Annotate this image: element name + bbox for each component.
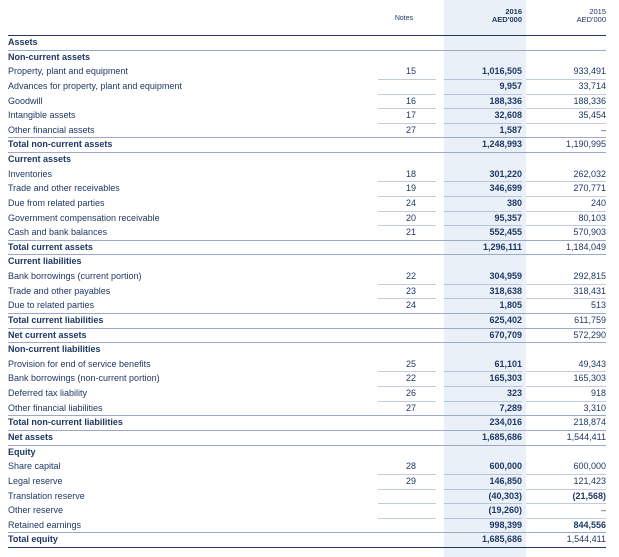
row-divider <box>8 342 606 343</box>
statement-row <box>8 342 606 357</box>
row-label: Property, plant and equipment <box>8 66 128 77</box>
statement-row <box>8 371 606 386</box>
row-label: Translation reserve <box>8 490 85 501</box>
row-value-2016: 552,455 <box>489 227 522 238</box>
row-label: Total equity <box>8 534 58 545</box>
statement-row <box>8 298 606 313</box>
statement-row <box>8 79 606 94</box>
row-value-2016: 998,399 <box>489 519 522 530</box>
row-label: Total non-current assets <box>8 139 113 150</box>
row-value-2015: 1,544,411 <box>566 534 606 545</box>
row-value-2016: 670,709 <box>489 329 522 340</box>
row-value-2016: 600,000 <box>489 461 522 472</box>
row-value-2016: 1,685,686 <box>481 432 522 442</box>
row-value-2016: 318,638 <box>489 285 522 296</box>
row-label: Current liabilities <box>8 256 82 267</box>
row-divider <box>8 328 606 329</box>
statement-row <box>8 503 606 518</box>
row-label: Total non-current liabilities <box>8 417 123 428</box>
year-2016-header: 2016 <box>505 7 522 16</box>
row-divider <box>8 430 606 431</box>
row-note: 22 <box>405 373 416 384</box>
row-value-2016: 1,587 <box>499 124 522 135</box>
statement-row <box>8 167 606 182</box>
row-label: Intangible assets <box>8 110 76 121</box>
row-divider <box>8 445 606 446</box>
row-value-2015: 188,336 <box>573 95 606 106</box>
row-value-2015: 240 <box>590 197 606 208</box>
row-value-2015: – <box>600 124 606 135</box>
row-value-2016: 1,016,505 <box>481 66 522 77</box>
notes-header: Notes <box>394 15 414 22</box>
row-label: Net current assets <box>8 329 87 340</box>
row-label: Equity <box>8 446 36 457</box>
row-value-2016: 380 <box>506 197 522 208</box>
year-2015-header: 2015 <box>589 7 606 16</box>
row-value-2015: 513 <box>590 300 606 311</box>
row-divider <box>8 415 606 416</box>
statement-row <box>8 137 606 152</box>
statement-row <box>8 518 606 533</box>
row-value-2016: 188,336 <box>489 95 522 106</box>
row-label: Non-current liabilities <box>8 344 101 355</box>
row-divider <box>8 240 606 241</box>
statement-row <box>8 181 606 196</box>
row-value-2015: 1,190,995 <box>565 139 606 150</box>
statement-row <box>8 284 606 299</box>
row-value-2015: – <box>600 505 606 516</box>
row-label: Assets <box>8 37 38 47</box>
row-label: Total current assets <box>8 241 93 252</box>
row-label: Trade and other payables <box>8 285 111 296</box>
row-value-2016: 146,850 <box>489 475 522 486</box>
row-value-2015: 270,771 <box>573 183 606 194</box>
row-value-2016: 95,357 <box>494 212 522 223</box>
row-value-2015: 1,544,411 <box>566 432 606 442</box>
row-label: Total current liabilities <box>8 314 104 325</box>
statement-row <box>8 357 606 372</box>
row-divider <box>8 152 606 153</box>
row-note: 29 <box>405 475 416 486</box>
row-label: Bank borrowings (current portion) <box>8 271 142 282</box>
row-value-2015: 218,874 <box>573 417 606 428</box>
statement-row <box>8 254 606 269</box>
statement-row <box>8 108 606 123</box>
currency-2016-header: AED'000 <box>491 15 522 24</box>
row-value-2016: 61,101 <box>494 358 522 369</box>
row-value-2016: 301,220 <box>489 168 522 179</box>
statement-row <box>8 152 606 167</box>
row-label: Other reserve <box>8 505 64 516</box>
row-value-2015: 262,032 <box>573 168 606 179</box>
row-note: 28 <box>405 461 416 472</box>
row-value-2015: 918 <box>590 388 606 399</box>
row-note: 27 <box>405 124 416 135</box>
row-divider <box>8 313 606 314</box>
row-label: Provision for end of service benefits <box>8 358 151 369</box>
statement-row <box>8 489 606 504</box>
row-label: Retained earnings <box>8 519 82 530</box>
row-divider <box>8 254 606 255</box>
statement-row <box>8 123 606 138</box>
row-label: Current assets <box>8 154 72 165</box>
row-value-2015: (21,568) <box>572 490 606 501</box>
statement-row <box>8 211 606 226</box>
statement-row <box>8 269 606 284</box>
row-label: Cash and bank balances <box>8 227 108 238</box>
row-label: Bank borrowings (non-current portion) <box>8 373 160 384</box>
row-value-2015: 600,000 <box>573 461 606 472</box>
statement-row <box>8 401 606 416</box>
row-value-2015: 3,310 <box>583 402 606 413</box>
row-label: Net assets <box>8 432 54 442</box>
row-value-2015: 165,303 <box>573 373 606 384</box>
row-label: Share capital <box>8 461 61 472</box>
row-value-2015: 570,903 <box>573 227 606 238</box>
row-value-2016: 323 <box>506 388 522 399</box>
row-value-2016: (40,303) <box>488 490 522 501</box>
statement-row <box>8 94 606 109</box>
row-label: Due to related parties <box>8 300 95 311</box>
row-label: Goodwill <box>8 95 43 106</box>
statement-row <box>8 313 606 328</box>
row-value-2016: 304,959 <box>489 271 522 282</box>
row-note: 26 <box>405 388 416 399</box>
row-value-2015: 35,454 <box>578 110 606 121</box>
row-note: 16 <box>405 95 416 106</box>
row-label: Advances for property, plant and equipment <box>8 80 182 91</box>
row-label: Other financial assets <box>8 124 95 135</box>
row-value-2016: 9,957 <box>499 80 522 91</box>
row-value-2015: 292,815 <box>573 271 606 282</box>
statement-row <box>8 240 606 255</box>
statement-row <box>8 35 606 50</box>
row-label: Due from related parties <box>8 197 105 208</box>
row-value-2015: 318,431 <box>573 285 606 296</box>
row-note: 21 <box>405 227 416 238</box>
row-value-2015: 572,290 <box>573 329 606 340</box>
row-value-2015: 80,103 <box>578 212 606 223</box>
row-note: 18 <box>405 168 416 179</box>
row-divider <box>8 50 606 51</box>
row-label: Other financial liabilities <box>8 402 103 413</box>
row-note: 17 <box>405 110 416 121</box>
statement-row <box>8 445 606 460</box>
row-value-2016: 1,248,993 <box>481 139 522 150</box>
row-value-2016: 1,805 <box>499 300 522 311</box>
row-value-2015: 1,184,049 <box>565 241 606 252</box>
statement-row <box>8 225 606 240</box>
statement-row <box>8 415 606 430</box>
statement-row <box>8 474 606 489</box>
row-value-2016: (19,260) <box>488 505 522 516</box>
row-value-2016: 1,685,686 <box>481 534 522 545</box>
statement-row <box>8 430 606 445</box>
row-divider <box>8 532 606 533</box>
statement-row <box>8 386 606 401</box>
row-label: Government compensation receivable <box>8 212 160 223</box>
row-note: 25 <box>405 358 416 369</box>
statement-row <box>8 328 606 343</box>
table-bottom-rule <box>8 547 606 548</box>
row-label: Legal reserve <box>8 475 63 486</box>
row-value-2016: 165,303 <box>489 373 522 384</box>
row-label: Inventories <box>8 168 53 179</box>
row-label: Trade and other receivables <box>8 183 120 194</box>
row-value-2016: 32,608 <box>494 110 522 121</box>
table-header <box>0 0 619 30</box>
row-note: 15 <box>405 66 416 77</box>
row-note: 19 <box>405 183 416 194</box>
row-note: 20 <box>405 212 416 223</box>
row-value-2016: 346,699 <box>489 183 522 194</box>
row-label: Deferred tax liability <box>8 388 88 399</box>
row-divider <box>8 137 606 138</box>
row-note: 27 <box>405 402 416 413</box>
row-value-2015: 844,556 <box>573 519 606 530</box>
row-value-2015: 33,714 <box>578 80 606 91</box>
row-value-2015: 933,491 <box>573 66 606 77</box>
row-note: 24 <box>405 300 416 311</box>
statement-row <box>8 532 606 547</box>
statement-row <box>8 64 606 79</box>
row-note: 24 <box>405 197 416 208</box>
statement-row <box>8 196 606 211</box>
row-value-2015: 49,343 <box>578 358 606 369</box>
row-value-2016: 7,289 <box>499 402 522 413</box>
row-value-2015: 121,423 <box>573 475 606 486</box>
row-divider <box>8 35 606 36</box>
row-value-2016: 1,296,111 <box>482 241 522 252</box>
statement-row <box>8 50 606 65</box>
currency-2015-header: AED'000 <box>576 15 606 24</box>
row-label: Non-current assets <box>8 51 91 62</box>
row-value-2015: 611,759 <box>574 314 606 325</box>
statement-row <box>8 459 606 474</box>
row-note: 23 <box>405 285 416 296</box>
row-value-2016: 234,016 <box>489 417 522 428</box>
row-note: 22 <box>405 271 416 282</box>
row-value-2016: 625,402 <box>489 314 522 325</box>
